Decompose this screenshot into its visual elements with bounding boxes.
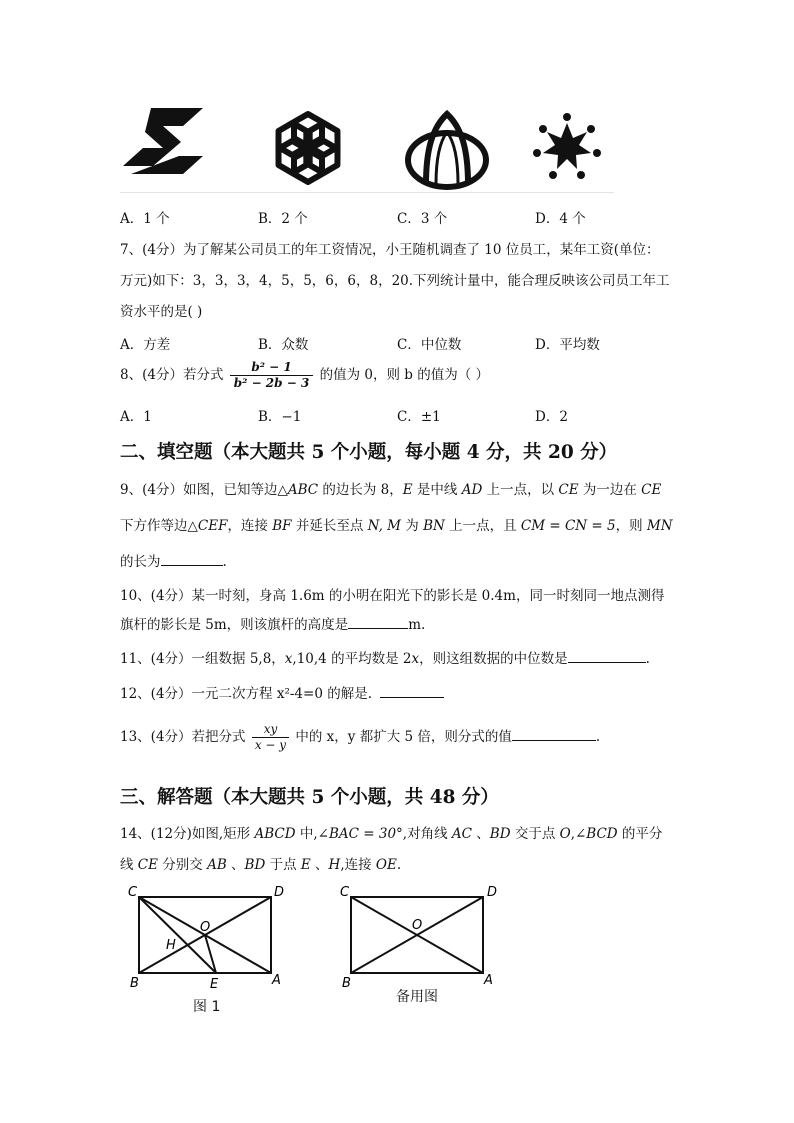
fig1-label-c: C (128, 885, 138, 900)
q9-line-1 (120, 478, 661, 498)
q9-text: . (222, 554, 227, 570)
q7-line-3: 资水平的是( ) (120, 304, 203, 320)
logo-strip (120, 100, 614, 193)
q9-text: 是中线 (412, 482, 462, 498)
q14-text: 交于点 (510, 826, 560, 842)
q13-numerator: xy (252, 722, 289, 738)
q8-option-a: A．1 (120, 409, 152, 425)
fig1-label-e: E (210, 977, 219, 992)
q6-option-d: D．4 个 (535, 211, 586, 227)
q12-answer-blank[interactable] (380, 685, 444, 698)
q9-math: BF (272, 518, 292, 534)
q14-math: BD (244, 857, 266, 873)
q9-text: ，连接 (227, 518, 273, 534)
q9-math: N, M (367, 518, 401, 534)
q7-option-d: D．平均数 (535, 337, 600, 353)
snowflake-logo-icon (272, 114, 345, 182)
fig2-label-c: C (340, 885, 350, 900)
q8-option-c: C．±1 (397, 409, 441, 425)
section-2-heading: 二、填空题（本大题共 5 个小题，每小题 4 分，共 20 分） (120, 442, 618, 463)
q14-text: 的平分 (617, 826, 663, 842)
q7-option-a: A．方差 (120, 337, 171, 353)
q9-math: AD (461, 482, 483, 498)
q14-math: ∠BCD (575, 826, 618, 842)
q13-answer-blank[interactable] (512, 728, 596, 741)
q11-text: ，则这组数据的中位数是 (419, 651, 568, 667)
q6-option-c: C．3 个 (397, 211, 448, 227)
q8-fraction (230, 360, 314, 391)
q14-math: AB (207, 857, 227, 873)
figure-1-caption: 图 1 (193, 999, 221, 1015)
q7-option-b: B．众数 (258, 337, 309, 353)
q9-answer-blank[interactable] (161, 553, 223, 566)
q8-suffix: 的值为 0，则 b 的值为（ ） (319, 367, 490, 383)
q14-text: 于点 (265, 857, 301, 873)
q13-fraction (252, 722, 289, 753)
suzuki-logo-icon (123, 108, 203, 174)
q8-denominator: b² − 2b − 3 (233, 376, 310, 390)
q11-math: x (411, 651, 420, 667)
q9-math: CE (641, 482, 662, 498)
q9-text: 的长为 (120, 554, 161, 570)
figure-2-diagram (336, 884, 506, 994)
q10-text: m. (408, 617, 426, 633)
q11-line (120, 647, 650, 667)
fig1-label-b: B (130, 976, 139, 991)
q14-text: , (570, 826, 575, 842)
q14-math: O (559, 826, 571, 842)
figure-1-diagram (124, 884, 292, 994)
q8-numerator: b² − 1 (230, 360, 314, 376)
q7-line-2: 万元)如下：3，3，3，4，5，5，6，6，8，20.下列统计量中，能合理反映该公司员工年工 (120, 273, 670, 289)
q9-math: △ABC (277, 482, 319, 498)
q14-text: 线 (120, 857, 138, 873)
q14-text: 14、(12分)如图,矩形 (120, 826, 255, 842)
q11-text: ,10,4 的平均数是 2 (292, 651, 412, 667)
q8-option-b: B．−1 (258, 409, 302, 425)
section-3-heading: 三、解答题（本大题共 5 个小题，共 48 分） (120, 787, 499, 808)
q13-denominator: x − y (254, 738, 287, 752)
q10-text: 旗杆的影长是 5m，则该旗杆的高度是 (120, 617, 349, 633)
fig2-label-a: A (484, 973, 493, 988)
q11-answer-blank[interactable] (568, 650, 646, 663)
q9-line-2 (120, 514, 673, 534)
q14-math: ABCD (254, 826, 296, 842)
q10-answer-blank[interactable] (348, 616, 408, 629)
q9-text: 为 (400, 518, 424, 534)
fig1-label-o: O (200, 920, 211, 935)
q14-math: ∠BAC = 30° (317, 826, 403, 842)
figure-2 (336, 884, 506, 994)
q14-text: ,对角线 (402, 826, 452, 842)
q11-text: . (645, 651, 650, 667)
q10-line-2 (120, 613, 425, 633)
q14-math: BD (489, 826, 511, 842)
q6-option-a: A．1 个 (120, 211, 170, 227)
q9-math: BN (423, 518, 445, 534)
q9-text: 上一点，以 (482, 482, 559, 498)
q9-text: 的边长为 8， (318, 482, 403, 498)
q9-text: 为一边在 (578, 482, 642, 498)
q14-text: 分别交 (157, 857, 208, 873)
q9-text: ，则 (615, 518, 647, 534)
q8-option-d: D．2 (535, 409, 568, 425)
q9-line-3 (120, 550, 227, 570)
q14-text: ,连接 (340, 857, 376, 873)
fig2-label-o: O (412, 918, 423, 933)
q9-math: CE (558, 482, 579, 498)
q14-math: OE (375, 857, 397, 873)
q8-prefix: 8、(4分）若分式 (120, 367, 224, 383)
fig1-label-d: D (274, 885, 285, 900)
logos-svg (120, 100, 614, 192)
figure-1 (124, 884, 292, 994)
q13-text: . (595, 729, 601, 745)
q14-math: AC (451, 826, 472, 842)
q7-line-1: 7、(4分）为了解某公司员工的年工资情况，小王随机调查了 10 位员工，某年工资(单位： (120, 242, 660, 258)
q14-math: E (300, 857, 311, 873)
q14-math: H (328, 857, 341, 873)
q14-line-1 (120, 822, 662, 842)
q10-line-1: 10、(4分）某一时刻，身高 1.6m 的小明在阳光下的影长是 0.4m，同一时刻同一地点测得 (120, 588, 665, 604)
fig2-label-d: D (487, 885, 498, 900)
q9-math: E (402, 482, 413, 498)
fig2-label-b: B (342, 976, 351, 991)
q14-text: 、 (471, 826, 490, 842)
q12-text: 12、(4分）一元二次方程 x²-4=0 的解是. (120, 686, 372, 702)
fig1-label-h: H (166, 938, 176, 953)
q9-math: CM = CN = 5 (520, 518, 616, 534)
q7-option-c: C．中位数 (397, 337, 462, 353)
q11-math: x (284, 651, 293, 667)
q14-text: 、 (310, 857, 329, 873)
arch-ellipse-logo-icon (408, 114, 486, 187)
q9-text: 下方作等边 (120, 518, 188, 534)
q14-text: 、 (226, 857, 245, 873)
q12-line (120, 682, 444, 702)
figure-2-caption: 备用图 (396, 989, 438, 1005)
q13-text: 13、(4分）若把分式 (120, 729, 246, 745)
q9-math: △CEF (187, 518, 228, 534)
q6-option-b: B．2 个 (258, 211, 308, 227)
fig1-label-a: A (272, 973, 281, 988)
q9-text: 9、(4分）如图，已知等边 (120, 482, 278, 498)
q14-line-2 (120, 853, 401, 873)
q14-text: . (396, 857, 402, 873)
q13-line (120, 722, 600, 753)
q9-text: 并延长至点 (291, 518, 368, 534)
q9-text: 上一点，且 (444, 518, 521, 534)
q9-math: MN (646, 518, 673, 534)
q14-math: CE (137, 857, 158, 873)
q11-text: 11、(4分）一组数据 5,8， (120, 651, 285, 667)
q13-text: 中的 x，y 都扩大 5 倍，则分式的值 (295, 729, 512, 745)
q14-text: 中, (295, 826, 318, 842)
starburst-logo-icon (533, 113, 601, 179)
q8-line (120, 360, 489, 391)
